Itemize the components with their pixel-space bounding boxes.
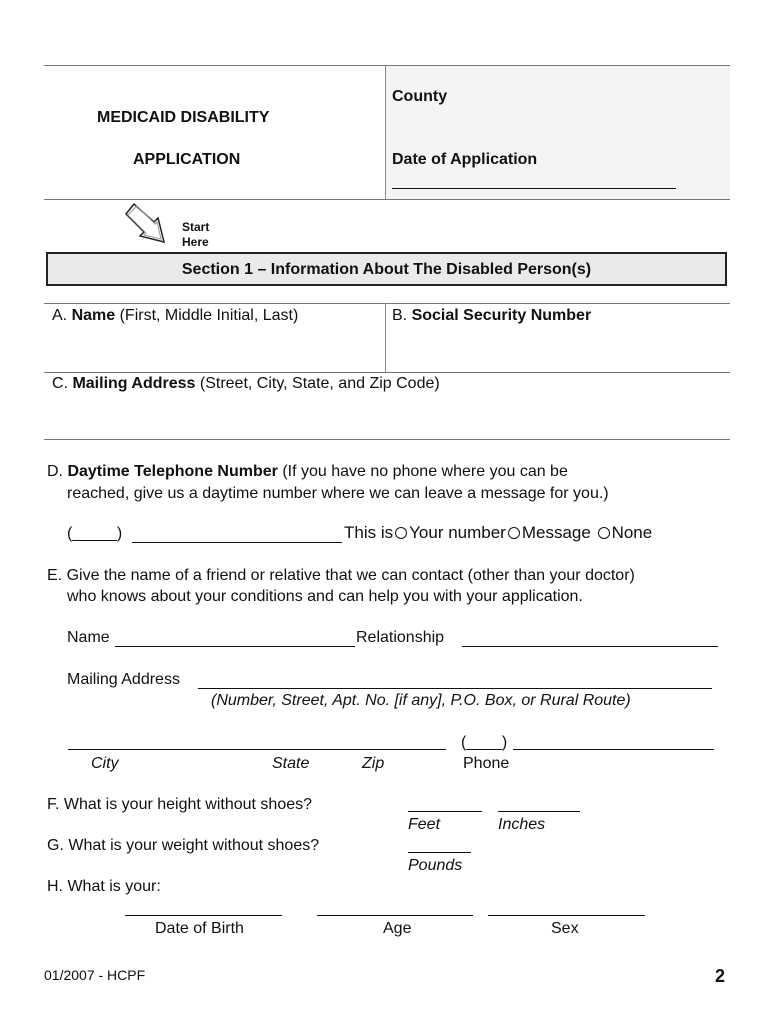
city-state-zip-field[interactable] bbox=[68, 749, 446, 750]
height-feet-field[interactable] bbox=[408, 811, 482, 812]
none-radio[interactable] bbox=[598, 527, 610, 539]
contact-name-label: Name bbox=[67, 629, 110, 646]
relationship-label: Relationship bbox=[356, 629, 445, 646]
contact-mailing-label: Mailing Address bbox=[67, 671, 180, 688]
phone-caption: Phone bbox=[463, 755, 510, 772]
field-c-label[interactable]: C. Mailing Address (Street, City, State, and Zip Code) bbox=[52, 375, 440, 392]
sex-caption: Sex bbox=[551, 920, 579, 937]
weight-question: G. What is your weight without shoes? bbox=[47, 837, 320, 854]
none-label: None bbox=[611, 523, 653, 542]
message-radio[interactable] bbox=[508, 527, 520, 539]
date-of-application-label: Date of Application bbox=[392, 151, 538, 168]
age-field[interactable] bbox=[317, 915, 473, 916]
section1-title: Section 1 – Information About The Disabled Person(s) bbox=[181, 261, 592, 278]
sex-field[interactable] bbox=[488, 915, 645, 916]
field-d-label: D. Daytime Telephone Number (If you have no phone where you can be bbox=[47, 463, 568, 480]
form-code: 01/2007 - HCPF bbox=[44, 967, 146, 983]
pounds-caption: Pounds bbox=[408, 857, 463, 874]
row-c-top-rule bbox=[44, 372, 730, 373]
your-number-label: Your number bbox=[409, 523, 506, 542]
personal-info-question: H. What is your: bbox=[47, 878, 161, 895]
header-bottom-rule bbox=[44, 199, 730, 200]
address-format-hint: (Number, Street, Apt. No. [if any], P.O. Box, or Rural Route) bbox=[211, 692, 631, 709]
phone-number-field[interactable] bbox=[132, 542, 342, 543]
header-divider bbox=[385, 65, 386, 199]
phone-type-options bbox=[344, 523, 652, 543]
start-here-line2: Here bbox=[182, 235, 209, 249]
city-caption: City bbox=[91, 755, 119, 772]
weight-pounds-field[interactable] bbox=[408, 852, 471, 853]
inches-caption: Inches bbox=[498, 816, 546, 833]
field-e-line2: who knows about your conditions and can help you with your application. bbox=[67, 588, 583, 605]
field-a-label[interactable]: A. Name (First, Middle Initial, Last) bbox=[52, 307, 299, 324]
row-c-bottom-rule bbox=[44, 439, 730, 440]
this-is-label: This is bbox=[344, 523, 394, 542]
section1-header bbox=[46, 252, 727, 286]
age-caption: Age bbox=[383, 920, 412, 937]
row-ab-top-rule bbox=[44, 303, 730, 304]
field-e-line1: E. Give the name of a friend or relative that we can contact (other than your doctor) bbox=[47, 567, 635, 584]
zip-caption: Zip bbox=[362, 755, 385, 772]
state-caption: State bbox=[272, 755, 310, 772]
height-question: F. What is your height without shoes? bbox=[47, 796, 313, 813]
start-here-line1: Start bbox=[182, 220, 210, 234]
header-right-panel bbox=[385, 66, 730, 199]
form-title-line1: MEDICAID DISABILITY bbox=[97, 109, 270, 126]
date-of-application-field[interactable] bbox=[392, 188, 676, 189]
feet-caption: Feet bbox=[408, 816, 441, 833]
phone-area-code-field[interactable]: (_____) bbox=[67, 525, 123, 542]
page-number: 2 bbox=[715, 966, 726, 986]
date-of-birth-field[interactable] bbox=[125, 915, 282, 916]
row-ab-divider bbox=[385, 303, 386, 372]
contact-mailing-field[interactable] bbox=[198, 688, 712, 689]
form-title-line2: APPLICATION bbox=[133, 151, 241, 168]
field-d-hint-line2: reached, give us a daytime number where we can leave a message for you.) bbox=[67, 485, 609, 502]
start-arrow-icon bbox=[124, 202, 172, 246]
contact-phone-area-field[interactable]: (____) bbox=[461, 734, 508, 751]
message-label: Message bbox=[521, 523, 591, 542]
date-of-birth-caption: Date of Birth bbox=[155, 920, 244, 937]
field-b-label[interactable]: B. Social Security Number bbox=[392, 307, 592, 324]
contact-phone-field[interactable] bbox=[513, 749, 714, 750]
height-inches-field[interactable] bbox=[498, 811, 580, 812]
contact-name-field[interactable] bbox=[115, 646, 355, 647]
relationship-field[interactable] bbox=[462, 646, 718, 647]
county-label: County bbox=[392, 88, 448, 105]
your-number-radio[interactable] bbox=[395, 527, 407, 539]
